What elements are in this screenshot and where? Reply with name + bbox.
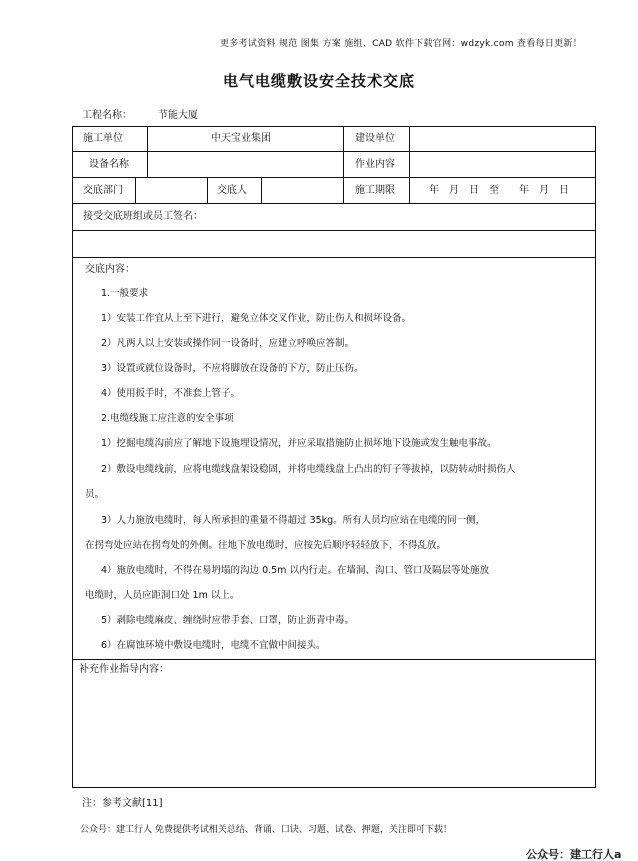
reference-note: 注：参考文献[11]: [82, 798, 163, 809]
col-divider: [135, 177, 136, 203]
col-divider: [261, 177, 262, 203]
disclosure-table: [72, 126, 596, 788]
header-note: 更多考试资料 规范 图集 方案 施组、CAD 软件下载官网：wdzyk.com 查看每日更新！: [220, 39, 583, 49]
col-divider: [207, 177, 208, 203]
page-title: 电气电缆敷设安全技术交底: [222, 72, 415, 90]
equipment-name-label: 设备名称: [89, 159, 129, 170]
content-line: 2.电缆线施工应注意的安全事项: [101, 413, 234, 424]
content-line: 4）使用扳手时，不准套上管子。: [101, 388, 241, 399]
watermark: 公众号：建工行人a: [526, 848, 622, 861]
supplement-label: 补充作业指导内容：: [79, 664, 169, 675]
project-name-row: [82, 106, 198, 121]
col-divider: [409, 177, 410, 203]
row-divider: [73, 230, 595, 231]
col-divider: [343, 177, 344, 203]
content-line: 3）人力施放电缆时，每人所承担的重量不得超过 35kg。所有人员均应站在电缆的同一侧，: [101, 515, 486, 526]
col-divider: [343, 127, 344, 177]
work-content-label: 作业内容: [355, 159, 395, 170]
row-divider: [73, 177, 595, 178]
content-line: 6）在腐蚀环境中敷设电缆时，电缆不宜做中间接头。: [101, 640, 326, 651]
footer-ad: 公众号：建工行人 免费提供考试相关总结、背诵、口诀、习题、试卷、押题，关注即可下载！: [80, 825, 452, 835]
content-line: 3）设置或就位设备时，不应将脚放在设备的下方，防止压伤。: [101, 363, 364, 374]
content-line: 在拐弯处应站在拐弯处的外侧。往地下放电缆时，应按先后顺序轻轻放下，不得乱放。: [85, 540, 447, 551]
construction-unit-label: 施工单位: [83, 133, 123, 144]
row-divider: [73, 659, 595, 660]
signature-label: 接受交底班组或员工签名：: [83, 211, 203, 222]
construction-unit-value: 中天宝业集团: [211, 133, 271, 144]
disclosure-person-label: 交底人: [217, 185, 247, 196]
content-label: 交底内容：: [85, 264, 135, 275]
col-divider: [409, 127, 410, 177]
build-unit-label: 建设单位: [355, 133, 395, 144]
content-line: 1）挖掘电缆沟前应了解地下设施埋设情况，并应采取措施防止损坏地下设施或发生触电事故。: [101, 438, 497, 449]
project-label: 工程名称：: [82, 110, 132, 121]
content-line: 1.一般要求: [101, 288, 149, 299]
content-line: 5）剥除电缆麻皮、缠绕时应带手套、口罩，防止沥青中毒。: [101, 615, 355, 626]
content-line: 2）凡两人以上安装或操作同一设备时，应建立呼唤应答制。: [101, 338, 355, 349]
col-divider: [147, 127, 148, 177]
content-line: 2）敷设电缆线前，应将电缆线盘架设稳固，并将电缆线盘上凸出的钉子等拔掉，以防转动时损伤人: [101, 464, 516, 475]
row-divider: [73, 203, 595, 204]
content-line: 4）施放电缆时，不得在易坍塌的沟边 0.5m 以内行走。在墙洞、沟口、管口及隔层等处施放: [101, 565, 489, 576]
construction-period-value: 年 月 日 至 年 月 日: [429, 185, 569, 196]
content-line: 1）安装工作宜从上至下进行，避免立体交叉作业，防止伤人和损坏设备。: [101, 313, 412, 324]
disclosure-dept-label: 交底部门: [83, 185, 123, 196]
project-value: 节能大厦: [158, 110, 198, 121]
content-line: 员。: [85, 489, 105, 500]
construction-period-label: 施工期限: [355, 185, 395, 196]
content-line: 电缆时，人员应距洞口处 1m 以上。: [85, 590, 240, 601]
row-divider: [73, 151, 595, 152]
row-divider: [73, 257, 595, 258]
